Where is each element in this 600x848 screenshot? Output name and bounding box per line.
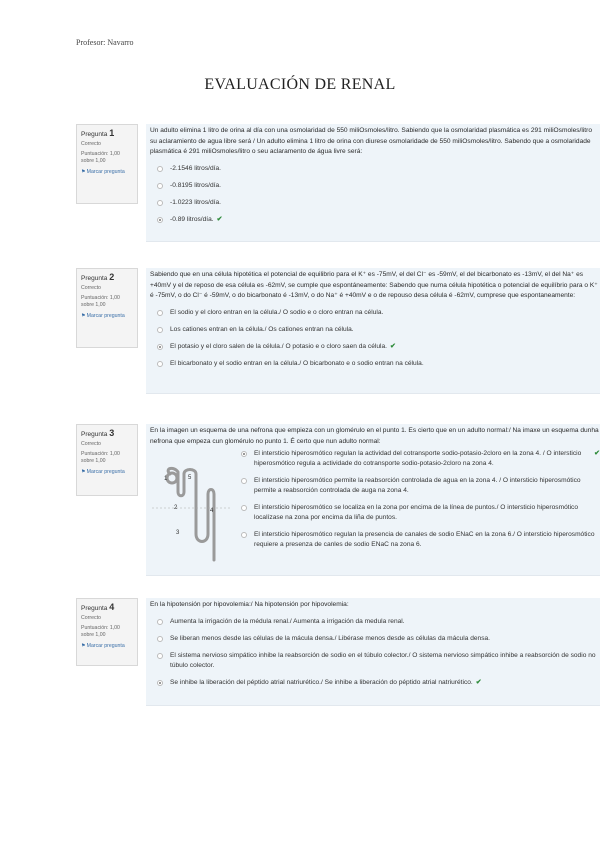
option-text: Se liberan menos desde las células de la mácula densa./ Libérase menos desde as células da mácula densa. (170, 634, 490, 642)
flag-question-button[interactable] (81, 469, 133, 476)
flag-label: Marcar pregunta (86, 469, 125, 475)
question-status: Correcto (81, 615, 101, 621)
flag-icon: ⚑ (81, 643, 86, 649)
question-score: Puntuación: 1,00 sobre 1,00 (81, 151, 120, 164)
diagram-label: 2 (174, 505, 178, 511)
option-text: El intersticio hiperosmótico regulan la actividad del cotransporte sodio-potasio-2cloro en la zona 4. / O intersticio hiperosmótico regula a actividade do cotransporte sodio-potasio-2cloro na zona 4. (254, 450, 582, 467)
answer-options (150, 308, 600, 369)
diagram-label: 3 (176, 530, 180, 536)
question-status: Correcto (81, 285, 101, 291)
check-icon: ✔ (475, 678, 482, 686)
answer-option[interactable] (157, 678, 600, 688)
answer-option[interactable] (157, 359, 600, 369)
radio-button-selected[interactable] (157, 680, 163, 686)
question-info (76, 268, 138, 348)
answer-options (234, 449, 600, 550)
flag-label: Marcar pregunta (86, 643, 125, 649)
question-4 (76, 598, 600, 706)
answer-option[interactable] (157, 181, 600, 191)
question-text: En la hipotensión por hipovolemia:/ Na hipotensión por hipovolemia: (150, 601, 349, 608)
flag-question-button[interactable] (81, 313, 133, 320)
diagram-label: 5 (188, 475, 192, 481)
radio-button[interactable] (241, 478, 247, 484)
radio-button[interactable] (157, 619, 163, 625)
option-text: El sodio y el cloro entran en la célula./ O sodio e o cloro entran na célula. (170, 308, 384, 316)
option-text: -1.0223 litros/día. (170, 198, 221, 206)
radio-button[interactable] (157, 653, 163, 659)
radio-button[interactable] (157, 183, 163, 189)
flag-icon: ⚑ (81, 313, 86, 319)
glomerulus-shape (167, 473, 177, 483)
answer-option[interactable] (241, 530, 600, 550)
flag-question-button[interactable] (81, 643, 133, 650)
question-label: Pregunta (81, 605, 108, 612)
question-1 (76, 124, 600, 242)
flag-question-button[interactable] (81, 169, 133, 176)
answer-option[interactable] (157, 164, 600, 174)
loop-path (184, 470, 214, 561)
question-score: Puntuación: 1,00 sobre 1,00 (81, 451, 120, 464)
question-info (76, 598, 138, 666)
diagram-label: 4 (210, 508, 214, 514)
radio-button[interactable] (241, 505, 247, 511)
question-label: Pregunta (81, 431, 108, 438)
option-text: El intersticio hiperosmótico se localiza en la zona por encima de la línea de puntos./ O intersticio hiperosmótico localízase na zona por encima da liña de puntos. (254, 504, 578, 521)
answer-options (150, 164, 600, 225)
radio-button[interactable] (157, 166, 163, 172)
check-icon: ✔ (390, 342, 396, 350)
radio-button[interactable] (157, 310, 163, 316)
option-text: -0.8195 litros/día. (170, 181, 221, 189)
answer-option[interactable] (241, 503, 600, 523)
question-number: 4 (109, 602, 115, 612)
question-text: En la imagen un esquema de una nefrona que empieza con un glomérulo en el punto 1. Es cierto que en un adulto normal:/ Na imaxe un esquema dunha nefrona que empeza cun glomérulo no punto 1. É certo que nun adulto normal: (150, 427, 599, 445)
answer-option[interactable] (157, 634, 600, 644)
question-content (146, 268, 600, 394)
option-text: El intersticio hiperosmótico permite la reabsorción controlada de agua en la zona 4. / O intersticio hiperosmótico permite a reabsorción controlada de auga na zona 4. (254, 477, 581, 494)
check-icon: ✔ (594, 450, 600, 457)
question-score: Puntuación: 1,00 sobre 1,00 (81, 625, 120, 638)
answer-option[interactable] (157, 198, 600, 208)
radio-button[interactable] (241, 532, 247, 538)
question-3 (76, 424, 600, 576)
question-text: Sabiendo que en una célula hipotética el potencial de equilibrio para el K⁺ es -75mV, el del Cl⁻ es -59mV, el del bicarbonato es -13mV, el del Na⁺ es +40mV y el de reposo de esa célula es -62mV, se cumple que espontáneamente: Sabendo que numa célula hipotética o potencial de equilíbrio para o K⁺ é -75mV, o do Cl⁻ é -59mV, o do bicarbonato é -13mV, o do Na⁺ é +40mV e o de repouso desa célula é -62mV, cumprese que espontaneamente: (150, 271, 598, 299)
option-text: -0.89 litros/día. (170, 215, 214, 223)
answer-option[interactable] (157, 342, 600, 352)
answer-option[interactable] (157, 215, 600, 225)
question-content (146, 424, 600, 576)
question-score: Puntuación: 1,00 sobre 1,00 (81, 295, 120, 308)
radio-button-selected[interactable] (157, 217, 163, 223)
teacher-name: Profesor: Navarro (76, 38, 134, 47)
answer-option[interactable] (241, 449, 600, 469)
flag-icon: ⚑ (81, 469, 86, 475)
radio-button[interactable] (157, 327, 163, 333)
question-label: Pregunta (81, 131, 108, 138)
option-text: -2.1546 litros/día. (170, 164, 221, 172)
radio-button[interactable] (157, 361, 163, 367)
question-info (76, 124, 138, 204)
question-content (146, 124, 600, 242)
nephron-diagram (152, 464, 232, 562)
answer-options (150, 617, 600, 688)
radio-button[interactable] (157, 200, 163, 206)
answer-option[interactable] (157, 325, 600, 335)
question-text: Un adulto elimina 1 litro de orina al día con una osmolaridad de 550 miliOsmoles/litro. Sabiendo que la osmolaridad plasmática es 291 miliOsmoles/litro su aclaramiento de agua libre será / Un adulto elimina 1 litro de orina con diurese osmolaridade de 550 miliOsmoles/litro. Sabendo que a osmolaridade plasmática é 291 miliOsmoles/litro o seu aclaramento de água livre será: (150, 127, 593, 155)
option-text: El bicarbonato y el sodio entran en la célula./ O bicarbonato e o sodio entran na célula. (170, 359, 424, 367)
question-2 (76, 268, 600, 394)
answer-option[interactable] (241, 476, 600, 496)
question-status: Correcto (81, 141, 101, 147)
question-status: Correcto (81, 441, 101, 447)
radio-button[interactable] (157, 636, 163, 642)
flag-label: Marcar pregunta (86, 313, 125, 319)
answer-option[interactable] (157, 617, 600, 627)
option-text: Se inhibe la liberación del péptido atrial natriurético./ Se inhibe a liberación do péptido atrial natriurético. (170, 678, 473, 686)
page-title: EVALUACIÓN DE RENAL (204, 76, 396, 93)
question-number: 2 (109, 272, 115, 282)
option-text: El intersticio hiperosmótico regulan la presencia de canales de sodio ENaC en la zona 6./ O intersticio hiperosmótico requiere a presenza de canles de sodio ENaC na zona 6. (254, 531, 595, 548)
answer-option[interactable] (157, 651, 600, 671)
option-text: Los cationes entran en la célula./ Os cationes entran na célula. (170, 325, 354, 333)
radio-button-selected[interactable] (157, 344, 163, 350)
question-content (146, 598, 600, 706)
check-icon: ✔ (216, 215, 223, 223)
question-number: 3 (109, 428, 115, 438)
flag-label: Marcar pregunta (86, 169, 125, 175)
answer-option[interactable] (157, 308, 600, 318)
flag-icon: ⚑ (81, 169, 86, 175)
diagram-label: 1 (164, 476, 168, 482)
radio-button-selected[interactable] (241, 451, 247, 457)
option-text: El potasio y el cloro salen de la célula./ O potasio e o cloro saen da célula. (170, 342, 387, 350)
question-info (76, 424, 138, 496)
option-text: El sistema nervioso simpático inhibe la reabsorción de sodio en el túbulo colector./ O sistema nervioso simpático inhibe a reabsorción de sodio no túbulo colector. (170, 651, 596, 669)
question-label: Pregunta (81, 275, 108, 282)
option-text: Aumenta la irrigación de la médula renal./ Aumenta a irrigación da medula renal. (170, 617, 405, 625)
question-number: 1 (109, 128, 115, 138)
